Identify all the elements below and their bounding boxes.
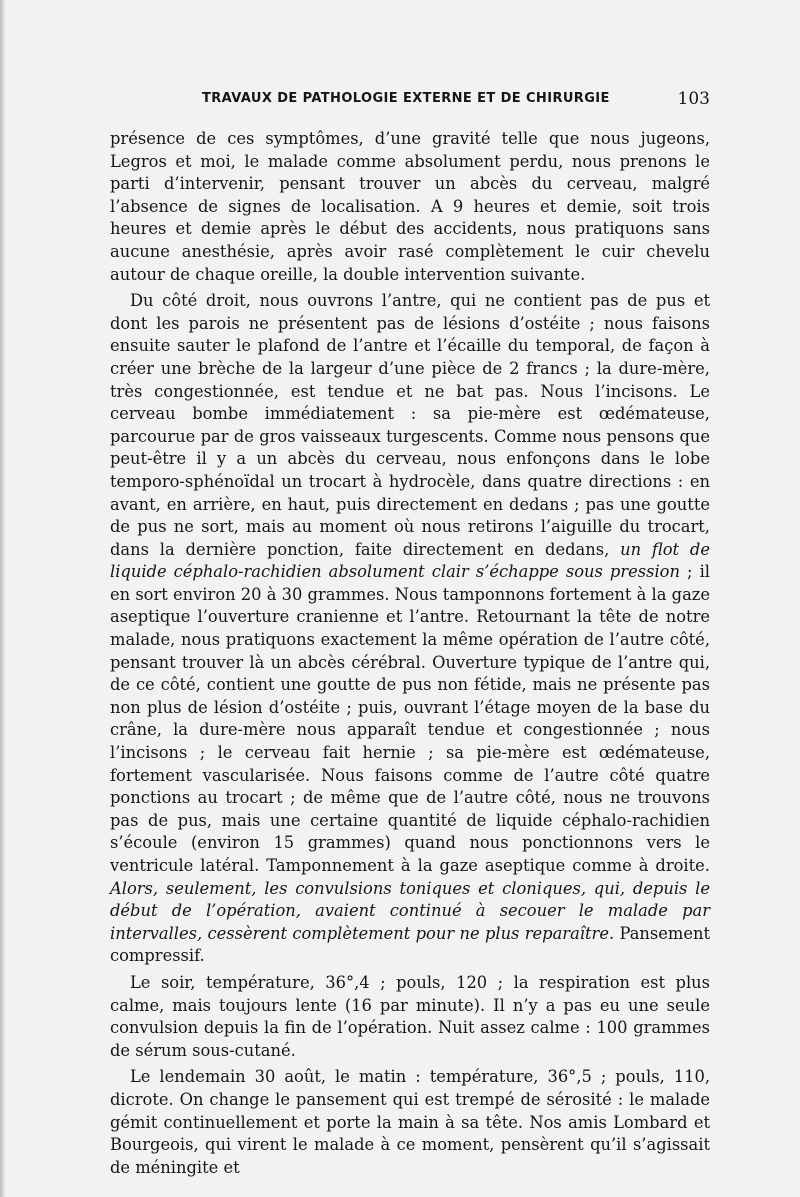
paragraph-2 bbox=[110, 290, 710, 968]
page-edge-shadow bbox=[0, 0, 6, 1197]
page-header bbox=[110, 89, 710, 113]
text-segment: Pansement compressif. bbox=[110, 923, 710, 966]
text-segment: présence de ces symptômes, d’une gravité telle que nous jugeons, Legros et moi, le malade comme absolument perdu, nous prenons le parti d’intervenir, pensant trouver un abcès du cerveau, malgré l’absence de signes de localisation. A 9 heures et demie, soit trois heures et demie après le début des accidents, nous pratiquons sans aucune anesthésie, après avoir rasé complètement le cuir chevelu autour de chaque oreille, la double intervention suivante. bbox=[110, 129, 710, 284]
text-segment: ; il en sort environ 20 à 30 grammes. Nous tamponnons fortement à la gaze aseptique l’ouverture cranienne et l’antre. Retournant la tête de notre malade, nous pratiquons exactement la même opération de l’autre côté, pensant trouver là un abcès cérébral. Ouverture typique de l’antre qui, de ce côté, contient une goutte de pus non fétide, mais ne présente pas non plus de lésion d’ostéite ; puis, ouvrant l’étage moyen de la base du crâne, la dure-mère nous apparaît tendue et congestionnée ; nous l’incisons ; le cerveau fait hernie ; sa pie-mère est œdémateuse, fortement vascularisée. Nous faisons comme de l’autre côté quatre ponctions au trocart ; de même que de l’autre côté, nous ne trouvons pas de pus, mais une certaine quantité de liquide céphalo-rachidien s’écoule (environ 15 grammes) quand nous ponctionnons vers le ventricule latéral. Tamponnement à la gaze aseptique comme à droite. bbox=[110, 562, 710, 875]
text-segment: Du côté droit, nous ouvrons l’antre, qui ne contient pas de pus et dont les parois ne présentent pas de lésions d’ostéite ; nous faisons ensuite sauter le plafond de l’antre et l’écaille du temporal, de façon à créer une brèche de la largeur d’une pièce de 2 francs ; la dure-mère, très congestionnée, est tendue et ne bat pas. Nous l’incisons. Le cerveau bombe immédiatement : sa pie-mère est œdémateuse, parcourue par de gros vaisseaux turgescents. Comme nous pensons que peut-être il y a un abcès du cerveau, nous enfonçons dans le lobe temporo-sphénoïdal un trocart à hydrocèle, dans quatre directions : en avant, en arrière, en haut, puis directement en dedans ; pas une goutte de pus ne sort, mais au moment où nous retirons l’aiguille du trocart, dans la dernière ponction, faite directement en dedans, bbox=[110, 291, 710, 559]
paragraph-4 bbox=[110, 1066, 710, 1179]
running-head: TRAVAUX DE PATHOLOGIE EXTERNE ET DE CHIRURGIE bbox=[202, 91, 610, 106]
italic-segment: un flot de liquide céphalo-rachidien absolument clair s’échappe sous pression bbox=[110, 539, 710, 582]
paragraph-3 bbox=[110, 972, 710, 1062]
italic-segment: Alors, seulement, les convulsions toniques et cloniques, qui, depuis le début de l’opération, avaient continué à secouer le malade par intervalles, cessèrent complètement pour ne plus reparaître. bbox=[110, 878, 710, 943]
text-segment: Le lendemain 30 août, le matin : température, 36°,5 ; pouls, 110, dicrote. On change le pansement qui est trempé de sérosité : le malade gémit continuellement et porte la main à sa tête. Nos amis Lombard et Bourgeois, qui virent le malade à ce moment, pensèrent qu’il s’agissait de méningite et bbox=[110, 1067, 710, 1177]
paragraph-1 bbox=[110, 128, 710, 286]
text-segment: Le soir, température, 36°,4 ; pouls, 120 ; la respiration est plus calme, mais toujours lente (16 par minute). Il n’y a pas eu une seule convulsion depuis la fin de l’opération. Nuit assez calme : 100 grammes de sérum sous-cutané. bbox=[110, 972, 710, 1060]
body-text bbox=[110, 128, 710, 1183]
page-number: 103 bbox=[677, 89, 710, 109]
